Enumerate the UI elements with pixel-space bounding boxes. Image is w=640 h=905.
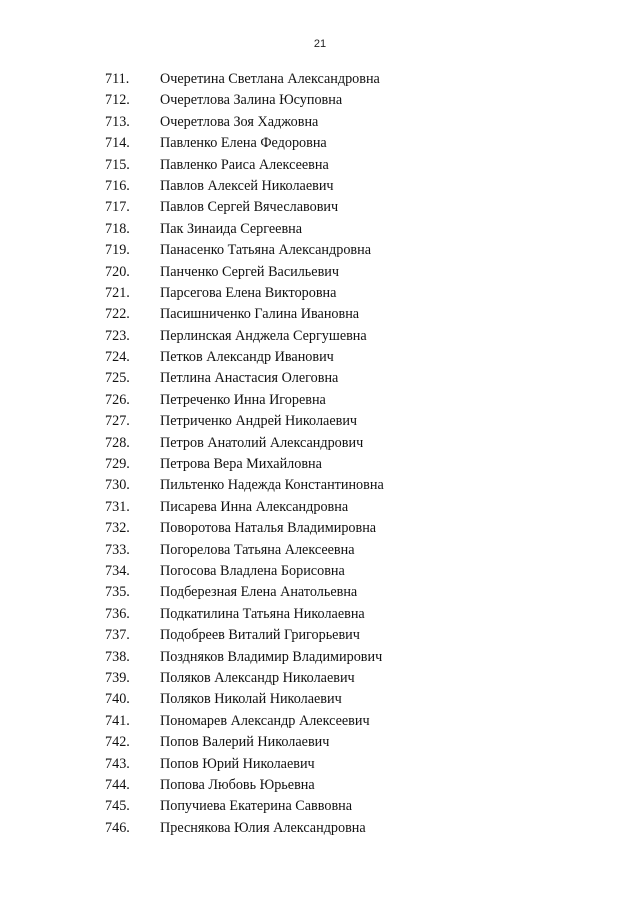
entry-number: 720.	[105, 263, 130, 280]
entry-name: Петров Анатолий Александрович	[160, 434, 364, 451]
entry-number: 726.	[105, 391, 130, 408]
entry-number: 728.	[105, 434, 130, 451]
entry-name: Погорелова Татьяна Алексеевна	[160, 541, 355, 558]
list-item	[0, 497, 640, 518]
entry-number: 746.	[105, 819, 130, 836]
list-item	[0, 540, 640, 561]
entry-number: 730.	[105, 477, 130, 494]
list-item	[0, 561, 640, 582]
list-item	[0, 518, 640, 539]
entry-name: Подкатилина Татьяна Николаевна	[160, 605, 365, 622]
entry-number: 731.	[105, 498, 130, 515]
entry-number: 735.	[105, 584, 130, 601]
list-item	[0, 347, 640, 368]
list-item	[0, 176, 640, 197]
entry-number: 739.	[105, 669, 130, 686]
list-item	[0, 604, 640, 625]
entry-name: Попова Любовь Юрьевна	[160, 776, 315, 793]
entry-name: Пильтенко Надежда Константиновна	[160, 477, 384, 494]
entry-name: Парсегова Елена Викторовна	[160, 284, 337, 301]
entry-number: 723.	[105, 327, 130, 344]
list-item	[0, 112, 640, 133]
list-item	[0, 304, 640, 325]
page-number: 21	[313, 38, 327, 50]
list-item	[0, 732, 640, 753]
entry-number: 712.	[105, 92, 130, 109]
entry-name: Пономарев Александр Алексеевич	[160, 712, 370, 729]
list-item	[0, 368, 640, 389]
entry-number: 717.	[105, 199, 130, 216]
entry-number: 727.	[105, 413, 130, 430]
entry-name: Петрова Вера Михайловна	[160, 456, 322, 473]
entry-number: 724.	[105, 349, 130, 366]
list-item	[0, 625, 640, 646]
list-item	[0, 219, 640, 240]
entry-name: Петреченко Инна Игоревна	[160, 391, 326, 408]
list-item	[0, 326, 640, 347]
entry-name: Поздняков Владимир Владимирович	[160, 648, 383, 665]
entry-number: 734.	[105, 562, 130, 579]
entry-name: Петлина Анастасия Олеговна	[160, 370, 339, 387]
list-item	[0, 754, 640, 775]
entry-number: 732.	[105, 520, 130, 537]
list-item	[0, 133, 640, 154]
entry-name: Павлов Алексей Николаевич	[160, 177, 334, 194]
list-item	[0, 668, 640, 689]
entry-name: Петриченко Андрей Николаевич	[160, 413, 358, 430]
list-item	[0, 197, 640, 218]
entry-number: 711.	[105, 71, 130, 87]
entry-number: 719.	[105, 242, 130, 259]
entry-number: 721.	[105, 284, 130, 301]
entry-number: 716.	[105, 177, 130, 194]
list-item	[0, 90, 640, 111]
entry-name: Преснякова Юлия Александровна	[160, 819, 366, 836]
entry-number: 733.	[105, 541, 130, 558]
entry-number: 743.	[105, 755, 130, 772]
list-item	[0, 818, 640, 839]
entry-number: 737.	[105, 627, 130, 644]
entry-number: 715.	[105, 156, 130, 173]
entry-name: Погосова Владлена Борисовна	[160, 562, 345, 579]
entry-name: Панасенко Татьяна Александровна	[160, 242, 371, 259]
entry-number: 713.	[105, 113, 130, 130]
list-item	[0, 711, 640, 732]
list-item	[0, 411, 640, 432]
list-item	[0, 582, 640, 603]
entry-number: 745.	[105, 798, 130, 815]
entry-name: Очеретина Светлана Александровна	[160, 71, 380, 87]
entry-name: Подобреев Виталий Григорьевич	[160, 627, 360, 644]
list-item	[0, 262, 640, 283]
list-item	[0, 647, 640, 668]
list-item	[0, 775, 640, 796]
entry-name: Писарева Инна Александровна	[160, 498, 349, 515]
entry-name: Попов Валерий Николаевич	[160, 734, 330, 751]
list-item	[0, 69, 640, 90]
entry-name: Панченко Сергей Васильевич	[160, 263, 339, 280]
list-item	[0, 475, 640, 496]
entry-name: Попов Юрий Николаевич	[160, 755, 315, 772]
entry-name: Попучиева Екатерина Саввовна	[160, 798, 353, 815]
entry-number: 741.	[105, 712, 130, 729]
entry-name: Петков Александр Иванович	[160, 349, 334, 366]
entry-name: Павлов Сергей Вячеславович	[160, 199, 339, 216]
list-item	[0, 390, 640, 411]
entry-name: Павленко Елена Федоровна	[160, 135, 327, 152]
entry-number: 718.	[105, 220, 130, 237]
entry-number: 722.	[105, 306, 130, 323]
entry-name: Поворотова Наталья Владимировна	[160, 520, 377, 537]
entry-name: Очеретлова Зоя Хаджовна	[160, 113, 319, 130]
list-item	[0, 433, 640, 454]
list-item	[0, 240, 640, 261]
entry-number: 740.	[105, 691, 130, 708]
list-item	[0, 283, 640, 304]
entry-name: Пак Зинаида Сергеевна	[160, 220, 303, 237]
entry-name: Поляков Александр Николаевич	[160, 669, 355, 686]
entry-name: Очеретлова Залина Юсуповна	[160, 92, 343, 109]
entry-number: 725.	[105, 370, 130, 387]
list-item	[0, 155, 640, 176]
list-item	[0, 689, 640, 710]
list-item	[0, 796, 640, 817]
entry-name: Перлинская Анджела Сергушевна	[160, 327, 367, 344]
entry-number: 714.	[105, 135, 130, 152]
list-item	[0, 454, 640, 475]
entry-name: Пасишниченко Галина Ивановна	[160, 306, 360, 323]
entry-number: 744.	[105, 776, 130, 793]
names-list	[0, 69, 640, 839]
entry-name: Поляков Николай Николаевич	[160, 691, 342, 708]
entry-name: Подберезная Елена Анатольевна	[160, 584, 358, 601]
entry-number: 729.	[105, 456, 130, 473]
entry-number: 736.	[105, 605, 130, 622]
entry-number: 738.	[105, 648, 130, 665]
entry-number: 742.	[105, 734, 130, 751]
entry-name: Павленко Раиса Алексеевна	[160, 156, 329, 173]
